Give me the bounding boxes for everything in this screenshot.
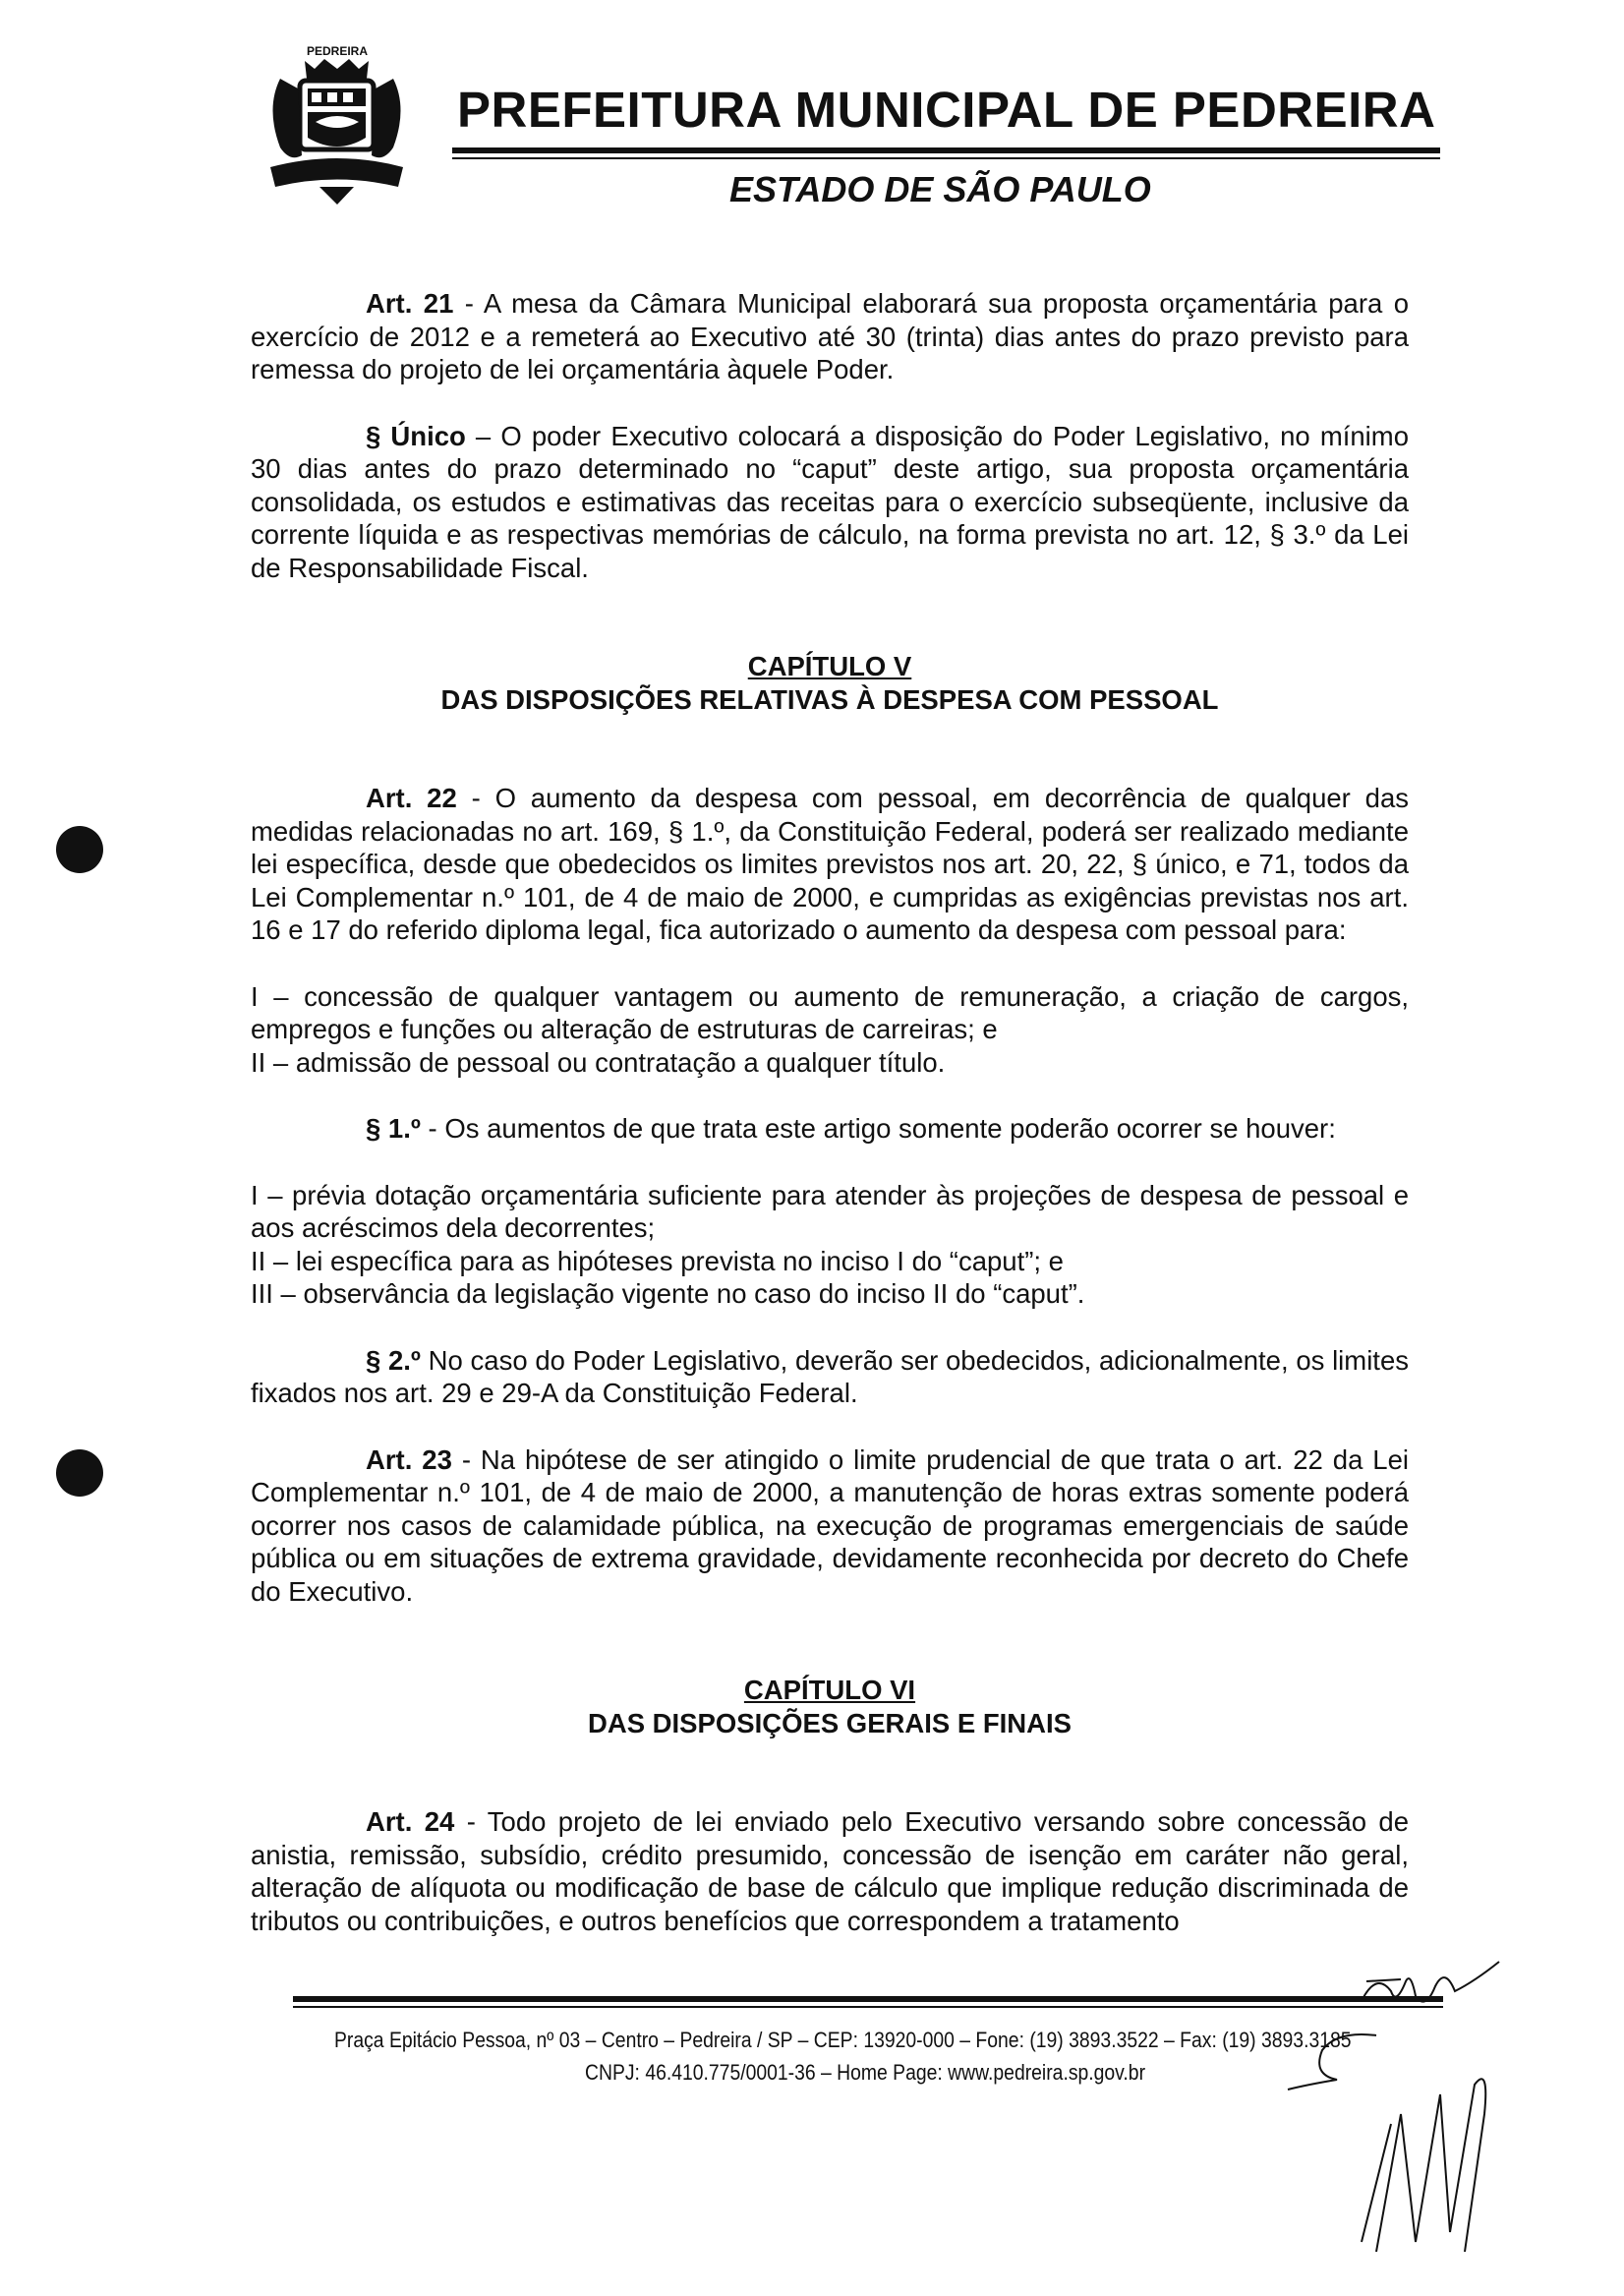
footer-cnpj: CNPJ: 46.410.775/0001-36 – Home Page: www.pedreira.sp.gov.br <box>585 2060 1146 2085</box>
initials-signature <box>1357 1952 1504 2021</box>
chapter-5-title: DAS DISPOSIÇÕES RELATIVAS À DESPESA COM PESSOAL <box>440 683 1219 715</box>
article-22-item: II – admissão de pessoal ou contratação a qualquer título. <box>251 1046 946 1078</box>
article-22-text: - O aumento da despesa com pessoal, em decorrência de qualquer das medidas relacionadas no art. 169, § 1.º, da Constituição Federal, poderá ser realizado mediante lei específica, desde que obedecidos os limites previstos nos art. 20, 22, § único, e 71, todos da Lei Complementar n.º 101, de 4 de maio de 2000, e cumpridas as exigências previstas nos art. 16 e 17 do referido diploma legal, fica autorizado o aumento da despesa com pessoal para: <box>251 783 1410 945</box>
article-22-p1-text: - Os aumentos de que trata este artigo somente poderão ocorrer se houver: <box>420 1113 1336 1144</box>
footer-address: Praça Epitácio Pessoa, nº 03 – Centro – Pedreira / SP – CEP: 13920-000 – Fone: (19) 3893.3522 – Fax: (19) 3893.3185 <box>334 2028 1352 2052</box>
article-22-p1-item: III – observância da legislação vigente no caso do inciso II do “caput”. <box>251 1278 1085 1309</box>
article-22-p2-lead: § 2.º <box>366 1344 421 1376</box>
article-24 <box>251 1805 1409 1937</box>
header-rule-thin <box>452 157 1440 159</box>
crest-label: PEDREIRA <box>306 44 369 58</box>
article-22-p2-text: No caso do Poder Legislativo, deverão ser obedecidos, adicionalmente, os limites fixados nos art. 29 e 29-A da Constituição Federal. <box>251 1344 1409 1408</box>
article-23-text: - Na hipótese de ser atingido o limite prudencial de que trata o art. 22 da Lei Complementar n.º 101, de 4 de maio de 2000, a manutenção de horas extras somente poderá ocorrer nos casos de calamidade pública, na execução de programas emergenciais de saúde pública ou em situações de extrema gravidade, devidamente reconhecida por decreto do Chefe do Executivo. <box>251 1443 1409 1607</box>
chapter-6-title: DAS DISPOSIÇÕES GERAIS E FINAIS <box>587 1707 1073 1738</box>
article-22-paragraph-1 <box>251 1112 1409 1146</box>
article-21 <box>251 287 1409 386</box>
footer-rule-thin <box>293 2006 1443 2008</box>
header-subtitle: ESTADO DE SÃO PAULO <box>729 169 1151 209</box>
chapter-6-number: CAPÍTULO VI <box>743 1675 916 1705</box>
article-24-text: - Todo projeto de lei enviado pelo Executivo versando sobre concessão de anistia, remissão, subsídio, crédito presumido, concessão de isenção em caráter não geral, alteração de alíquota ou modificação de base de cálculo que implique redução discriminada de tributos ou contribuições, e outros benefícios que correspondem a tratamento <box>251 1806 1409 1936</box>
chapter-5-number: CAPÍTULO V <box>747 651 912 681</box>
article-22-p1-item: I – prévia dotação orçamentária suficiente para atender às projeções de despesa de pessoal e aos acréscimos dela decorrentes; <box>251 1179 1409 1243</box>
article-21-text: - A mesa da Câmara Municipal elaborará sua proposta orçamentária para o exercício de 2012 e a remeterá ao Executivo até 30 (trinta) dias antes do prazo previsto para remessa do projeto de lei orçamentária àquele Poder. <box>251 288 1410 384</box>
article-22-item: I – concessão de qualquer vantagem ou aumento de remuneração, a criação de cargos, empregos e funções ou alteração de estruturas de carreiras; e <box>251 980 1409 1044</box>
footer-rule <box>293 1996 1443 2002</box>
article-21-sole-lead: § Único <box>366 420 466 451</box>
punch-hole <box>56 1449 103 1497</box>
article-22-p1-item: II – lei específica para as hipóteses prevista no inciso I do “caput”; e <box>251 1245 1064 1276</box>
article-21-sole-text: – O poder Executivo colocará a disposição do Poder Legislativo, no mínimo 30 dias antes do prazo determinado no “caput” deste artigo, sua proposta orçamentária consolidada, os estudos e estimativas das receitas para o exercício subseqüente, inclusive da corrente líquida e as respectivas memórias de cálculo, na forma prevista no art. 12, § 3.º da Lei de Responsabilidade Fiscal. <box>251 420 1409 583</box>
article-22-p1-lead: § 1.º <box>366 1113 421 1144</box>
article-21-sole-paragraph <box>251 420 1409 585</box>
municipal-crest-icon <box>251 39 423 206</box>
article-23-lead: Art. 23 <box>366 1443 452 1475</box>
article-23 <box>251 1443 1409 1609</box>
rubric-signature <box>1357 2055 1514 2271</box>
document-body <box>251 287 1409 1937</box>
article-24-lead: Art. 24 <box>366 1806 455 1837</box>
article-22-paragraph-2 <box>251 1344 1409 1410</box>
header-rule <box>452 147 1440 153</box>
article-22 <box>251 782 1409 947</box>
article-21-lead: Art. 21 <box>366 288 454 319</box>
article-22-lead: Art. 22 <box>366 783 457 813</box>
punch-hole <box>56 826 103 873</box>
header-title: PREFEITURA MUNICIPAL DE PEDREIRA <box>457 82 1436 138</box>
